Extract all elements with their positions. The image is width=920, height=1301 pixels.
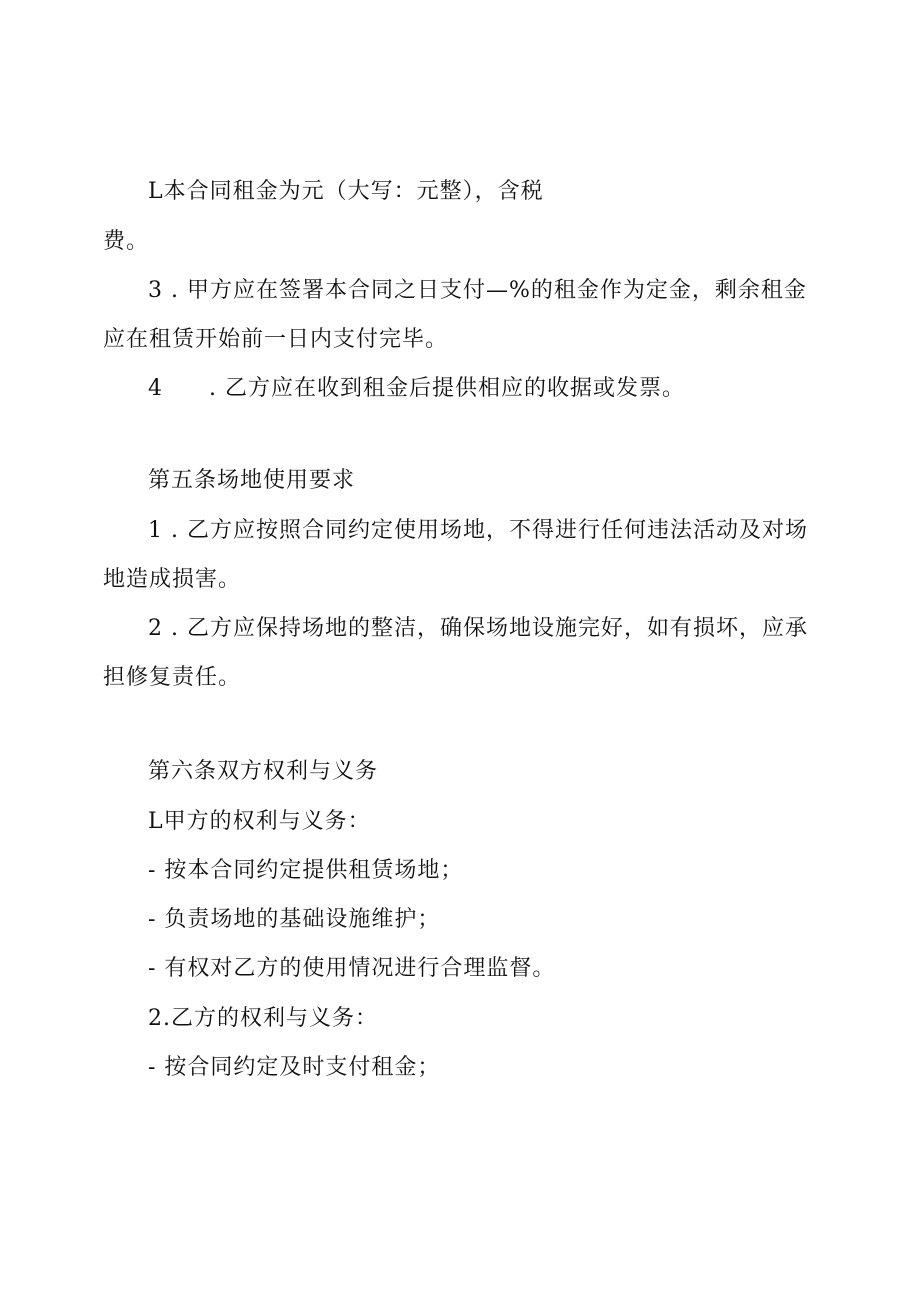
clause-4-text: . 乙方应在收到租金后提供相应的收据或发票。	[209, 376, 685, 401]
rent-amount-line: L本合同租金为元（大写：元整），含税	[148, 179, 544, 204]
clause-3-line-cont: 应在租赁开始前一日内支付完毕。	[103, 327, 449, 352]
clause-4-line	[148, 374, 685, 404]
section-5-clause-1: 1 . 乙方应按照合同约定使用场地，不得进行任何违法活动及对场	[148, 518, 808, 543]
party-b-heading: 2.乙方的权利与义务：	[148, 1006, 378, 1031]
clause-4-number: 4	[148, 376, 163, 401]
section-5-heading: 第五条场地使用要求	[148, 468, 356, 493]
clause-3-line: 3 . 甲方应在签署本合同之日支付—%的租金作为定金，剩余租金	[148, 278, 807, 303]
section-5-clause-2-cont: 担修复责任。	[103, 665, 242, 690]
party-a-item-3: - 有权对乙方的使用情况进行合理监督。	[148, 956, 556, 981]
section-6-heading: 第六条双方权利与义务	[148, 759, 379, 784]
party-a-heading: L甲方的权利与义务：	[148, 809, 371, 834]
section-5-clause-2: 2 . 乙方应保持场地的整洁，确保场地设施完好，如有损坏，应承	[148, 616, 808, 641]
party-b-item-1: - 按合同约定及时支付租金；	[148, 1055, 441, 1080]
party-a-item-1: - 按本合同约定提供租赁场地；	[148, 858, 464, 883]
rent-amount-line-cont: 费。	[103, 229, 150, 254]
section-5-clause-1-cont: 地造成损害。	[103, 567, 242, 592]
party-a-item-2: - 负责场地的基础设施维护；	[148, 907, 441, 932]
